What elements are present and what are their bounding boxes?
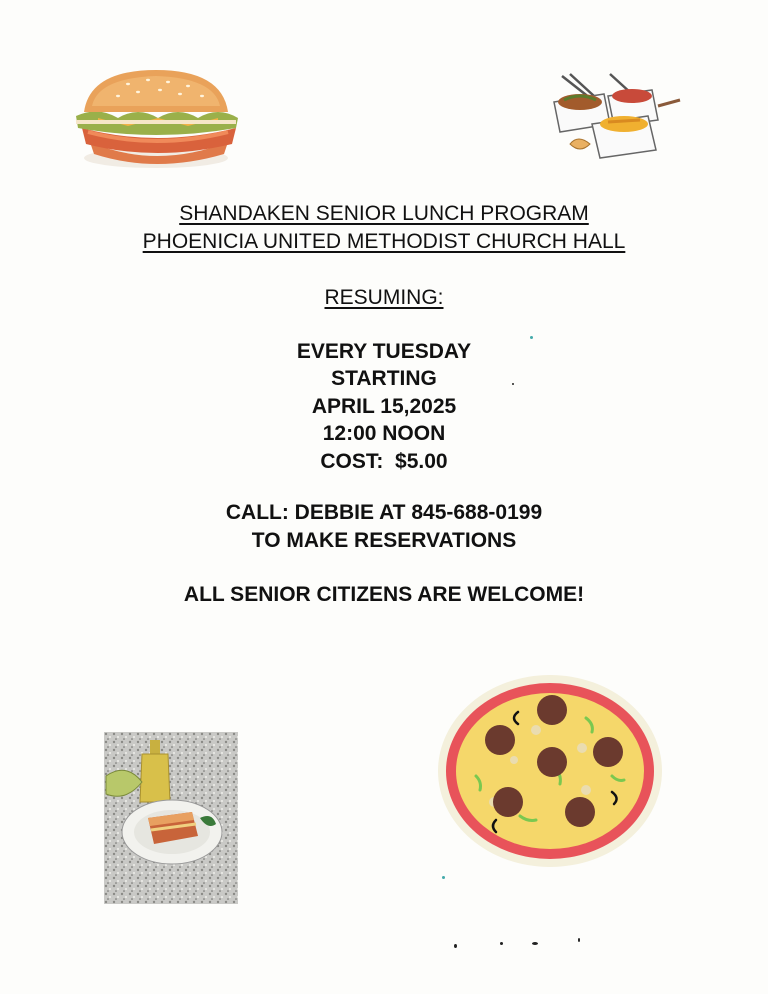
scan-speck	[512, 383, 514, 385]
schedule-cost: COST: $5.00	[320, 450, 448, 473]
contact-call: CALL: DEBBIE AT 845-688-0199	[225, 501, 543, 524]
scan-speck	[442, 876, 445, 879]
program-title: SHANDAKEN SENIOR LUNCH PROGRAM	[179, 202, 589, 225]
takeout-boxes-image	[548, 72, 688, 164]
scan-speck	[454, 944, 457, 948]
scan-speck	[530, 336, 533, 339]
scan-speck	[578, 938, 580, 942]
hamburger-image	[68, 66, 244, 172]
scan-speck	[532, 942, 538, 945]
lasagna-photo	[104, 732, 238, 904]
schedule-time: 12:00 NOON	[322, 422, 446, 445]
pizza-image	[436, 672, 664, 870]
schedule-day: EVERY TUESDAY	[296, 340, 472, 363]
schedule-starting: STARTING	[331, 367, 437, 390]
venue-title: PHOENICIA UNITED METHODIST CHURCH HALL	[142, 230, 626, 253]
contact-reservations: TO MAKE RESERVATIONS	[251, 529, 517, 552]
welcome-message: ALL SENIOR CITIZENS ARE WELCOME!	[183, 583, 585, 606]
scan-speck	[500, 942, 503, 945]
schedule-date: APRIL 15,2025	[311, 395, 457, 418]
resuming-label: RESUMING:	[324, 286, 444, 309]
